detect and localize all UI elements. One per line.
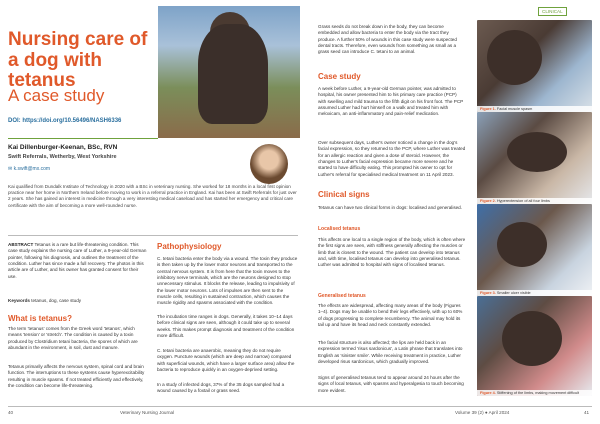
abstract-label: ABSTRACT	[8, 242, 34, 247]
paragraph-clinical-1: Tetanus can have two clinical forms in dogs: localised and generalised.	[318, 205, 463, 210]
abstract	[8, 242, 148, 280]
paragraph-generalised-2: The facial structure is also affected; the lips are held back in an expression termed 'risus sardonicus', a Latin phrase that translates into English as 'sinister smile'. While receiving treatment in practice, Luther developed risus sardonicus, which gradually improved.	[318, 340, 463, 364]
hero-dog-photo	[158, 6, 300, 138]
heading-what-is-tetanus: What is tetanus?	[8, 314, 73, 323]
title-divider	[8, 138, 158, 139]
footer-divider	[8, 406, 592, 407]
footer-journal-name: Veterinary Nursing Journal	[120, 410, 175, 415]
figure-1-photo	[477, 20, 592, 112]
dog-body-shape	[198, 24, 268, 124]
dog-body-shape	[497, 222, 547, 267]
keywords-text: tetanus, dog, case study	[31, 298, 82, 303]
paragraph-what-2: Tetanus primarily affects the nervous system, spinal cord and brain function. The interruptions to these systems cause hyperexcitability resulting in muscle spasms. If not treated efficiently and effectively, the condition can become life-threatening.	[8, 364, 145, 388]
paragraph-generalised-1: The effects are widespread, affecting many areas of the body (Figures 1–4). Dogs may be unable to bend their legs effectively, with up to 60% of dogs progressing to complete recumbency. The animal may hold its tail up and have its head and neck constantly extended.	[318, 303, 463, 327]
dog-face-shape	[487, 30, 542, 85]
abstract-text: Tetanus is a rare but life-threatening condition. This case study explains the nursing care of Luther, a 9-year-old German pointer, following his diagnosis, and outlines the treatment of the condition. Luther has since made a full recovery. The photos in this article are of Luther, and his owner has granted consent for their use.	[8, 242, 147, 279]
dog-body-shape	[502, 311, 562, 366]
paragraph-localised: This affects one local to a single region of the body, which is often where the first signs are seen, with stiffness generally affecting the muscles or limb that is closest to the wound. The patient can develop into tetanus and, with time, localised tetanus can develop into generalised tetanus. Luther was admitted to hospital with signs of localised tetanus.	[318, 237, 466, 268]
bio-divider	[8, 235, 298, 236]
heading-pathophysiology: Pathophysiology	[157, 242, 222, 251]
article-title: Nursing care of a dog with tetanus	[8, 29, 148, 92]
figure-3-caption: Figure 3. Smaller ulcer visible	[477, 290, 592, 296]
paragraph-patho-1: C. tetani bacteria enter the body via a wound. The toxin they produce is then taken up by the lower motor neurons and transported to the central nervous system. It is from here that the toxin moves to the inhibitory nerve terminals, which are the neurons designed to stop unnecessary stimulus. It blocks the release, leading to impulsivity of the lower motor neurons. Lots of impulses are then sent to the muscle cells, resulting in sustained contraction, which causes the muscle rigidity and spasms associated with the condition.	[157, 256, 298, 306]
dog-body-shape	[507, 132, 567, 172]
keywords-label: Keywords	[8, 298, 30, 303]
paragraph-case-1: A week before Luther, a 9-year-old German pointer, was admitted to hospital, his owner presented him to his primary care practice (PCP) with swelling and mild trauma to the fifth digit on his front foot. The PCP assumed Luther had hurt himself on a walk and treated him with meloxicam, an anti-inflammatory and pain-relief medication.	[318, 86, 464, 117]
heading-generalised-tetanus: Generalised tetanus	[318, 293, 366, 299]
paragraph-generalised-3: Signs of generalised tetanus tend to appear around 24 hours after the signs of local tetanus, with spasms and hyperalgesia to touch becoming more evident.	[318, 375, 464, 393]
author-bio: Kai qualified from Dundalk Institute of Technology in 2020 with a BSc in veterinary nursing. She worked for 18 months in a local first opinion practice near her home in Northern Ireland before moving to work in a referral practice in England. Kai has been at Swift Referrals for just over 2 years. She has gained an interest in medicine through a very interesting medical caseload and has started her emergency and critical care certificate with the aim of becoming a more well-rounded nurse.	[8, 184, 297, 208]
author-email-link[interactable]: ✉ k.swift@mx.com	[8, 166, 51, 172]
figure-4-caption: Figure 4. Stiffening of the limbs, making movement difficult	[477, 390, 592, 396]
author-avatar	[250, 144, 288, 184]
paragraph-case-2: Over subsequent days, Luther's owner noticed a change in the dog's facial expression, so they returned to the PCP, where Luther was treated for an allergic reaction and given a dose of steroid. However, the changes to Luther's facial expression became more severe and he started to have difficulty eating. This prompted his owner to opt for Luther's referral for specialised medical treatment on 11 April 2023.	[318, 140, 466, 177]
paragraph-what-1: The term 'tetanus' comes from the Greek word 'tetanos', which means 'tension' or 'stretch'. The condition is caused by a toxin produced by Clostridium tetani bacteria, the spores of which are abundant in the environment, in soil, dust and manure.	[8, 326, 138, 350]
figure-2-photo	[477, 112, 592, 204]
paragraph-right-1: Grass seeds do not break down in the body, they can become embedded and allow bacteria to enter the body via the tract they produce. A further 50% of wounds in this case study were suspected dental tracts. Therefore, even wounds from something as small as a grass seed can introduce C. tetani to an animal.	[318, 24, 457, 55]
figure-3-photo	[477, 204, 592, 296]
author-name: Kai Dillenburger-Keenan, BSc, RVN	[8, 144, 118, 151]
footer-issue: Volume 39 (2) ● April 2024	[455, 410, 510, 415]
footer-right-page-number: 41	[584, 410, 590, 415]
keywords	[8, 298, 148, 303]
footer-left-page-number: 40	[8, 410, 14, 415]
figure-4-photo	[477, 296, 592, 396]
paragraph-patho-4: In a study of infected dogs, 37% of the 35 dogs sampled had a wound caused by a foxtail or grass seed.	[157, 382, 285, 394]
section-tag: CLINICAL	[538, 7, 567, 16]
heading-clinical-signs: Clinical signs	[318, 190, 370, 199]
author-affiliation: Swift Referrals, Wetherby, West Yorkshire	[8, 154, 117, 160]
figure-2-caption: Figure 2. Hyperextension of all four limbs	[477, 198, 592, 204]
paragraph-patho-2: The incubation time ranges in dogs. Generally, it takes 10–14 days before clinical signs are seen, although it could take up to several weeks. This makes prompt diagnosis and treatment of the condition more difficult.	[157, 314, 295, 338]
paragraph-patho-3: C. tetani bacteria are anaerobic, meaning they do not require oxygen. Puncture wounds (which are deep and narrow) compared with superficial wounds, which have a larger surface area) allow the bacteria to reproduce quickly in an oxygen-deprived setting.	[157, 348, 295, 372]
article-subtitle: A case study	[8, 86, 105, 105]
doi-link[interactable]: DOI: https://doi.org/10.56496/NASH6336	[8, 118, 122, 124]
heading-localised-tetanus: Localised tetanus	[318, 226, 361, 232]
figure-1-caption: Figure 1. Facial muscle spasm	[477, 106, 592, 112]
heading-case-study: Case study	[318, 72, 361, 81]
